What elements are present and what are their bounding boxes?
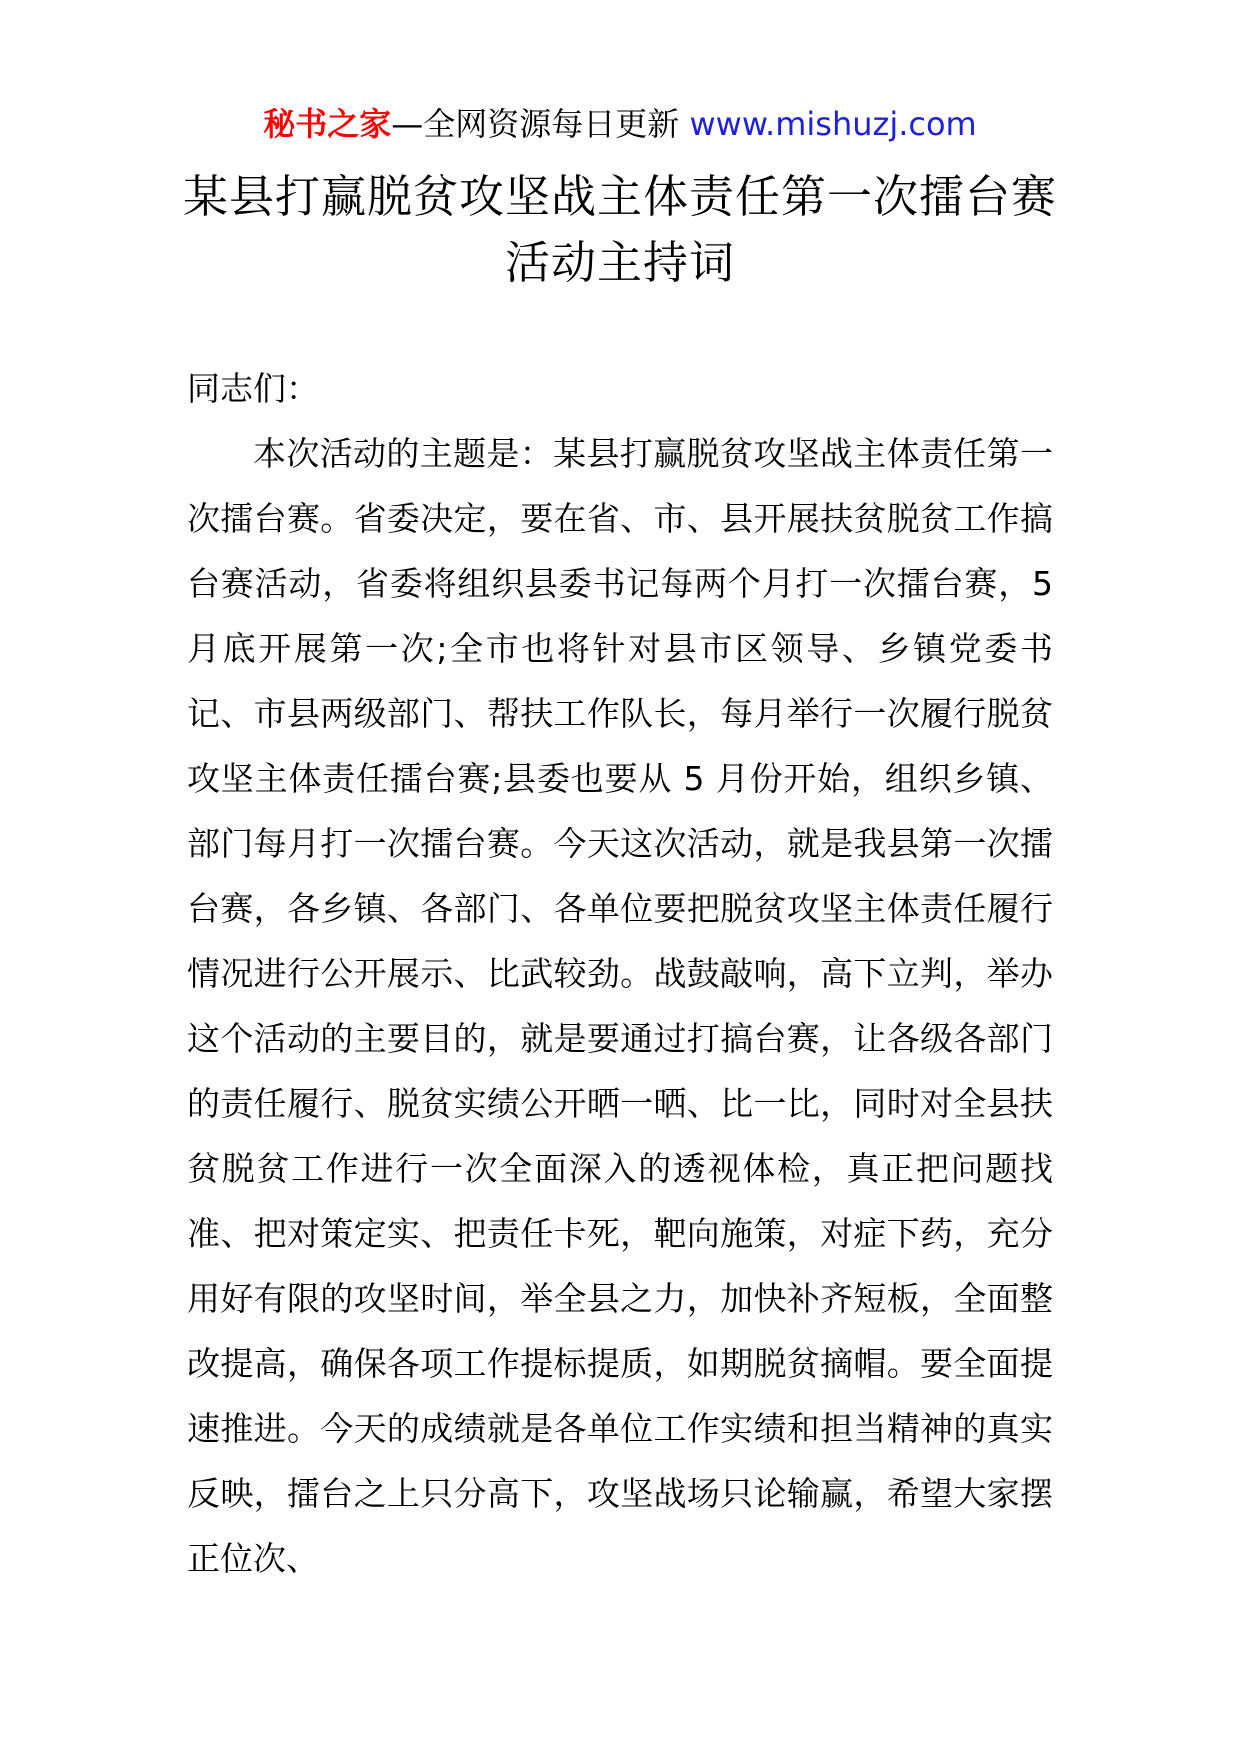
- salutation: 同志们：: [187, 369, 319, 408]
- site-slogan: —全网资源每日更新: [391, 105, 690, 143]
- body-paragraph: 本次活动的主题是：某县打赢脱贫攻坚战主体责任第一次擂台赛。省委决定，要在省、市、县开展扶贫脱贫工作搞台赛活动，省委将组织县委书记每两个月打一次擂台赛，5 月底开展第一次;全市也将针对县市区领导、乡镇党委书记、市县两级部门、帮扶工作队长，每月举行一次履行脱贫攻坚主体责任擂台赛;县委也要从 5 月份开始，组织乡镇、部门每月打一次擂台赛。今天这次活动，就是我县第一次擂台赛，各乡镇、各部门、各单位要把脱贫攻坚主体责任履行情况进行公开展示、比武较劲。战鼓敲响，高下立判，举办这个活动的主要目的，就是要通过打搞台赛，让各级各部门的责任履行、脱贫实绩公开晒一晒、比一比，同时对全县扶贫脱贫工作进行一次全面深入的透视体检，真正把问题找准、把对策定实、把责任卡死，靶向施策，对症下药，充分用好有限的攻坚时间，举全县之力，加快补齐短板，全面整改提高，确保各项工作提标提质，如期脱贫摘帽。要全面提速推进。今天的成绩就是各单位工作实绩和担当精神的真实反映，擂台之上只分高下，攻坚战场只论输赢，希望大家摆正位次、: [187, 434, 1053, 1578]
- site-name: 秘书之家: [263, 105, 392, 143]
- site-url-link[interactable]: www.mishuzj.com: [689, 105, 977, 143]
- document-body: [187, 356, 1053, 1591]
- site-header: [0, 102, 1240, 146]
- document-title: 某县打赢脱贫攻坚战主体责任第一次擂台赛活动主持词: [182, 170, 1057, 289]
